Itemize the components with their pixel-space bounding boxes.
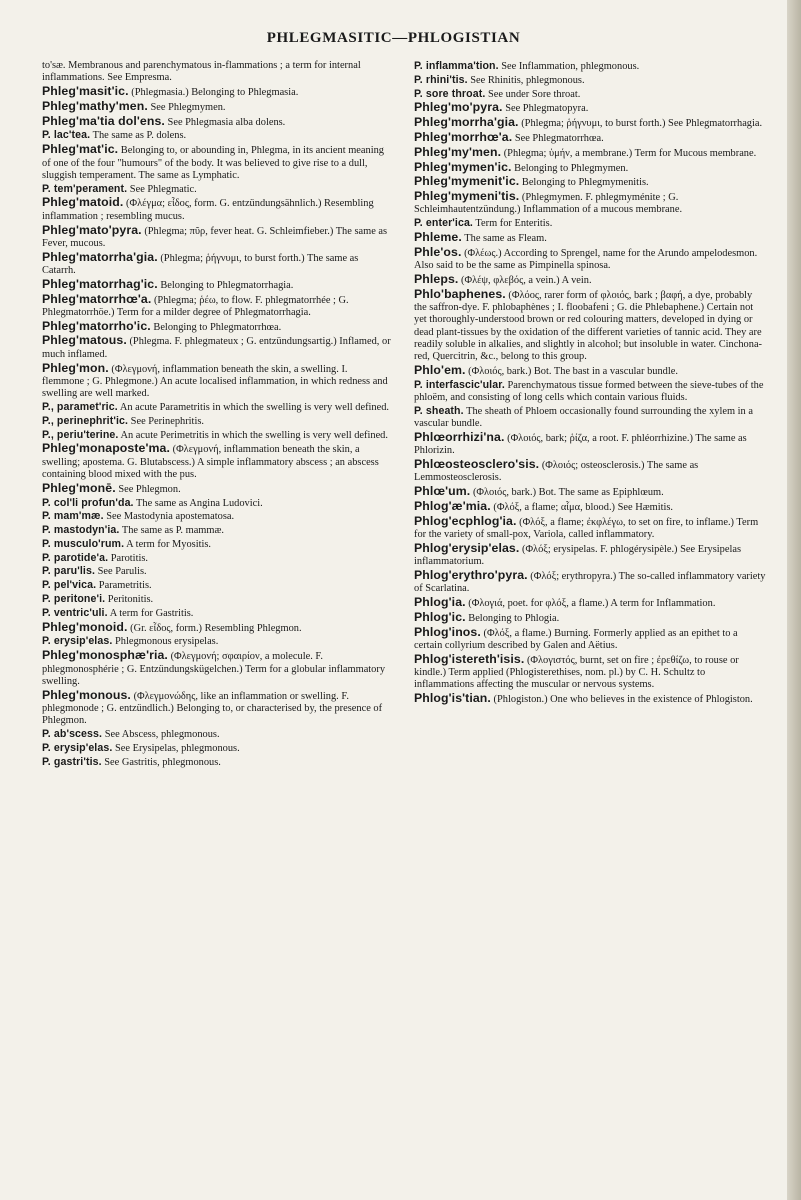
entry-definition: (Φλόξ; erysipelas. F. phlogérysipèle.) See Erysipelas inflammatorium. bbox=[414, 543, 741, 568]
entry-headword: Phleg'masit'ic. bbox=[42, 84, 129, 99]
entry-definition: Belonging to Phlegmymen. bbox=[514, 162, 629, 174]
entry-definition: (Phlegma; πῦρ, fever heat. G. Schleimfieber.) The same as Fever, mucous. bbox=[42, 225, 388, 249]
entry-headword: Phleg'monous. bbox=[42, 687, 131, 702]
entry-definition: See Erysipelas, phlegmonous. bbox=[115, 742, 240, 754]
entry-definition: See Abscess, phlegmonous. bbox=[104, 729, 220, 741]
entry-headword: Phleg'ma'tia dol'ens. bbox=[42, 113, 165, 128]
entry-headword: P. mastodyn'ia. bbox=[42, 524, 120, 537]
entry-headword: P., paramet'ric. bbox=[42, 400, 118, 413]
dictionary-entry bbox=[42, 320, 392, 334]
entry-headword: Phlog'erysip'elas. bbox=[414, 540, 520, 555]
dictionary-entry bbox=[414, 692, 766, 706]
entry-headword: Phlœ'um. bbox=[414, 484, 471, 499]
entry-headword: Phlog'istereth'isis. bbox=[414, 651, 525, 666]
dictionary-entry bbox=[42, 278, 392, 292]
entry-headword: Phleg'my'men. bbox=[414, 144, 502, 159]
entry-headword: P. sheath. bbox=[414, 404, 464, 417]
dictionary-entry bbox=[414, 626, 766, 653]
dictionary-entry bbox=[42, 129, 392, 142]
entry-definition: (Φλοιός, bark.) Bot. The same as Epiphlœum. bbox=[472, 487, 664, 499]
entry-definition: Term for Enteritis. bbox=[475, 218, 553, 230]
dictionary-entry bbox=[42, 649, 392, 688]
dictionary-entry bbox=[42, 579, 392, 592]
dictionary-entry bbox=[42, 251, 392, 278]
dictionary-entry bbox=[414, 288, 766, 364]
dictionary-entry bbox=[42, 756, 392, 769]
dictionary-entry bbox=[42, 293, 392, 320]
dictionary-entry bbox=[42, 689, 392, 728]
entry-definition: Parotitis. bbox=[110, 552, 148, 564]
entry-definition: (Φλογιά, poet. for φλόξ, a flame.) A term for Inflammation. bbox=[468, 598, 716, 610]
dictionary-entry bbox=[42, 115, 392, 129]
entry-definition: (Phlegmasia.) Belonging to Phlegmasia. bbox=[131, 87, 299, 99]
entry-definition: Parenchymatous tissue formed between the sieve-tubes of the phloëm, and consisting of long cells which contain various fluids. bbox=[414, 379, 764, 404]
entry-definition: The same as Fleam. bbox=[464, 233, 547, 245]
entry-definition: (Φλόξ; erythropyra.) The so-called inflammatory variety of Scarlatina. bbox=[414, 570, 766, 595]
entry-definition: A term for Gastritis. bbox=[109, 607, 194, 619]
entry-headword: P. tem'perament. bbox=[42, 182, 128, 195]
entry-definition: (Φλέψ, φλεβός, a vein.) A vein. bbox=[461, 274, 592, 286]
entry-definition: Belonging to Phlegmatorrhagia. bbox=[160, 279, 294, 291]
dictionary-entry bbox=[42, 565, 392, 578]
dictionary-entry bbox=[414, 175, 766, 189]
entry-headword: P. paru'lis. bbox=[42, 565, 95, 578]
entry-headword: P. erysip'elas. bbox=[42, 741, 113, 754]
entry-definition: (Φλογιστός, burnt, set on fire ; ἐρεθίζω, to rouse or kindle.) Term applied (Phlogisterethises, nom. pl.) by C. H. Schultz to inflammations affecting the muscular or nervous systems. bbox=[414, 654, 739, 691]
entry-headword: Phleg'matorrhœ'a. bbox=[42, 291, 152, 306]
entry-definition: Peritonitis. bbox=[107, 594, 154, 606]
dictionary-entry bbox=[42, 415, 392, 428]
entry-definition: (Φλεγμονή, inflammation beneath the skin, a swelling; apostema. G. Blutabscess.) A simple inflammatory abscess ; an abscess containing blood mixed with the pus. bbox=[42, 444, 379, 480]
entry-definition: See Phlegmatic. bbox=[129, 183, 197, 195]
entry-headword: P. erysip'elas. bbox=[42, 635, 113, 648]
entry-headword: P. gastri'tis. bbox=[42, 755, 102, 768]
entry-definition: (Φλεγμονή, inflammation beneath the skin, a swelling. I. flemmone ; G. Phlegmone.) An acute localised inflammation, in which redness and swelling are well marked. bbox=[42, 363, 388, 400]
entry-definition: See Parulis. bbox=[97, 566, 147, 578]
dictionary-entry bbox=[42, 100, 392, 114]
entry-definition: (Φλόξ, a flame; ἐκφλέγω, to set on fire, to inflame.) Term for the variety of small-pox, Variola, called inflammatory. bbox=[414, 516, 759, 541]
entry-headword: Phleg'mymenit'ic. bbox=[414, 174, 520, 189]
entry-definition: (Gr. εἶδος, form.) Resembling Phlegmon. bbox=[130, 622, 302, 634]
dictionary-entry bbox=[414, 161, 766, 175]
entry-definition: (Φλόξ, a flame; αἷμα, blood.) See Hæmitis. bbox=[493, 502, 674, 513]
entry-headword: Phleg'mon. bbox=[42, 360, 109, 375]
entry-definition: (Phlegma; ῥήγνυμι, to burst forth.) The same as Catarrh. bbox=[42, 252, 359, 276]
dictionary-entry bbox=[414, 88, 766, 101]
entry-headword: Phleg'morrha'gia. bbox=[414, 115, 519, 130]
dictionary-entry bbox=[414, 74, 766, 87]
entry-headword: Phleg'mo'pyra. bbox=[414, 100, 503, 115]
entry-headword: Phleg'matorrho'ic. bbox=[42, 318, 151, 333]
entry-definition: See Rhinitis, phlegmonous. bbox=[470, 74, 585, 86]
entry-headword: P. interfascic'ular. bbox=[414, 378, 505, 391]
dictionary-entry bbox=[414, 217, 766, 230]
entry-definition: An acute Parametritis in which the swelling is very well defined. bbox=[119, 401, 390, 413]
dictionary-entry bbox=[414, 364, 766, 378]
dictionary-entry bbox=[42, 621, 392, 635]
running-header: PHLEGMASITIC—PHLOGISTIAN bbox=[266, 30, 521, 46]
dictionary-entry bbox=[42, 143, 392, 182]
dictionary-entry bbox=[42, 524, 392, 537]
entry-definition: (Φλόος, rarer form of φλοιός, bark ; βαφή, a dye, probably the saffron-dye. F. phlobaphènes ; I. floobafeni ; G. die Phlebaphene.) Certain not yet thoroughly-understood brown or red colouring matters, developed in dying or dead plant-tissues by the oxidation of the different varieties of tannic acid. They are readily soluble in alkalies, and slightly in alcohol; but insoluble in water. Cinchona-red, Quercitrin, &c., belong to this group. bbox=[414, 289, 763, 363]
dictionary-entry bbox=[42, 538, 392, 551]
entry-definition: See Mastodynia apostematosa. bbox=[106, 511, 235, 523]
entry-headword: P. ab'scess. bbox=[42, 728, 103, 741]
entry-headword: Phleg'monaposte'ma. bbox=[42, 441, 171, 456]
left-column bbox=[42, 60, 392, 769]
dictionary-entry bbox=[414, 101, 766, 115]
dictionary-entry bbox=[414, 116, 766, 130]
dictionary-entry bbox=[42, 497, 392, 510]
dictionary-entry bbox=[42, 196, 392, 223]
entry-headword: Phleg'mathy'men. bbox=[42, 98, 148, 113]
dictionary-entry bbox=[42, 401, 392, 414]
entry-definition: Belonging to Phlogia. bbox=[468, 612, 560, 624]
entry-headword: Phlœorrhizi'na. bbox=[414, 430, 505, 445]
entry-headword: Phlog'ia. bbox=[414, 595, 466, 610]
dictionary-entry bbox=[414, 611, 766, 625]
entry-definition: See Perinephritis. bbox=[130, 415, 204, 427]
entry-definition: to'sæ. Membranous and parenchymatous in-flammations ; a term for internal inflammations. See Empresma. bbox=[42, 60, 361, 84]
entry-headword: Phlog'ic. bbox=[414, 609, 466, 624]
entry-definition: (Phlegma; ὑμήν, a membrane.) Term for Mucous membrane. bbox=[503, 147, 757, 159]
entry-headword: Phleg'monoid. bbox=[42, 619, 128, 634]
entry-headword: P. ventric'uli. bbox=[42, 606, 108, 619]
entry-definition: See Phlegmymen. bbox=[150, 101, 226, 113]
dictionary-entry bbox=[42, 607, 392, 620]
dictionary-entry bbox=[414, 405, 766, 431]
entry-headword: Phleg'matorrhag'ic. bbox=[42, 276, 158, 291]
entry-headword: P. peritone'i. bbox=[42, 593, 106, 606]
entry-headword: Phleg'mato'pyra. bbox=[42, 222, 142, 237]
entry-headword: P., periu'terine. bbox=[42, 428, 119, 441]
dictionary-entry bbox=[42, 429, 392, 442]
entry-definition: (Φλοιός; osteosclerosis.) The same as Lemmosteosclerosis. bbox=[414, 460, 699, 484]
entry-headword: P. pel'vica. bbox=[42, 579, 97, 592]
entry-definition: The same as P. dolens. bbox=[92, 130, 187, 142]
dictionary-entry bbox=[414, 146, 766, 160]
entry-definition: (Φλεγμονή; σφαιρίον, a molecule. F. phlegmonosphérie ; G. Entzündungskügelchen.) Term for a globular inflammatory swelling. bbox=[42, 651, 386, 687]
entry-definition: (Phlegmymen. F. phlegmyménite ; G. Schleimhautentzündung.) Inflammation of a mucous membrane. bbox=[414, 192, 683, 216]
entry-definition: A term for Myositis. bbox=[126, 538, 212, 550]
entry-headword: Phleg'matoid. bbox=[42, 195, 124, 210]
dictionary-entry bbox=[42, 442, 392, 481]
dictionary-entry bbox=[414, 60, 766, 73]
entry-definition: See Phlegmatorrhœa. bbox=[514, 132, 604, 144]
dictionary-entry bbox=[42, 183, 392, 196]
dictionary-entry bbox=[42, 334, 392, 361]
dictionary-entry bbox=[414, 485, 766, 499]
entry-headword: Phleg'mymeni'tis. bbox=[414, 189, 520, 204]
entry-definition: See Gastritis, phlegmonous. bbox=[104, 756, 221, 768]
entry-headword: Phleps. bbox=[414, 271, 459, 286]
right-column bbox=[414, 60, 766, 707]
entry-definition: Belonging to, or abounding in, Phlegma, in its ancient meaning of one of the four "humours" of the body. It was believed to give rise to a dull, sluggish temperament. The same as Lymphatic. bbox=[42, 145, 384, 181]
entry-definition: Parametritis. bbox=[98, 580, 152, 592]
dictionary-entry bbox=[42, 635, 392, 648]
dictionary-entry bbox=[414, 515, 766, 542]
dictionary-entry bbox=[414, 431, 766, 458]
entry-headword: P., perinephrit'ic. bbox=[42, 414, 129, 427]
entry-headword: P. parotide'a. bbox=[42, 551, 109, 564]
entry-headword: Phleg'matous. bbox=[42, 333, 127, 348]
dictionary-entry bbox=[42, 85, 392, 99]
entry-headword: Phleg'matorrha'gia. bbox=[42, 249, 158, 264]
dictionary-entry bbox=[42, 362, 392, 401]
entry-headword: Phleg'morrhœ'a. bbox=[414, 129, 513, 144]
dictionary-entry bbox=[42, 60, 392, 85]
entry-definition: (Φλοιός, bark; ῥίζα, a root. F. phléorrhizine.) The same as Phlorizin. bbox=[414, 433, 747, 457]
entry-definition: (Phlegma; ῥήγνυμι, to burst forth.) See Phlegmatorrhagia. bbox=[521, 118, 763, 130]
dictionary-entry bbox=[414, 653, 766, 692]
entry-headword: Phleg'mymen'ic. bbox=[414, 159, 512, 174]
entry-headword: P. inflamma'tion. bbox=[414, 60, 499, 72]
entry-headword: Phlo'baphenes. bbox=[414, 286, 506, 301]
entry-definition: The sheath of Phloem occasionally found surrounding the xylem in a vascular bundle. bbox=[414, 405, 753, 430]
entry-headword: Phlog'æ'mia. bbox=[414, 499, 491, 513]
entry-definition: Phlegmonous erysipelas. bbox=[115, 636, 219, 648]
entry-definition: (Φλοιός, bark.) Bot. The bast in a vascular bundle. bbox=[468, 366, 678, 378]
dictionary-entry bbox=[414, 542, 766, 569]
entry-headword: Phlo'em. bbox=[414, 363, 466, 378]
entry-headword: P. musculo'rum. bbox=[42, 537, 125, 550]
dictionary-entry bbox=[414, 246, 766, 273]
dictionary-entry bbox=[414, 131, 766, 145]
dictionary-entry bbox=[42, 552, 392, 565]
entry-headword: P. rhini'tis. bbox=[414, 73, 468, 86]
entry-definition: (Phlegma; ῥέω, to flow. F. phlegmatorrhée ; G. Phlegmatorrhöe.) Term for a milder degree of Phlegmatorrhagia. bbox=[42, 294, 349, 318]
dictionary-entry bbox=[42, 593, 392, 606]
entry-headword: Phleme. bbox=[414, 230, 462, 245]
entry-headword: Phlog'is'tian. bbox=[414, 691, 491, 706]
entry-headword: Phlog'inos. bbox=[414, 624, 481, 639]
entry-definition: (Phlogiston.) One who believes in the existence of Phlogiston. bbox=[493, 694, 753, 706]
entry-definition: Belonging to Phlegmatorrhœa. bbox=[153, 321, 282, 333]
dictionary-entry bbox=[414, 190, 766, 217]
entry-headword: Phleg'monosphæ'ria. bbox=[42, 648, 168, 663]
entry-definition: See Phlegmatopyra. bbox=[505, 103, 589, 115]
entry-headword: Phlœosteosclero'sis. bbox=[414, 457, 540, 472]
dictionary-entry bbox=[414, 596, 766, 610]
entry-definition: See Inflammation, phlegmonous. bbox=[501, 61, 640, 72]
dictionary-entry bbox=[414, 458, 766, 485]
entry-definition: See under Sore throat. bbox=[487, 88, 581, 100]
entry-definition: See Phlegmasia alba dolens. bbox=[167, 116, 286, 128]
page-edge bbox=[787, 0, 801, 1200]
entry-headword: P. lac'tea. bbox=[42, 129, 91, 142]
entry-definition: (Φλεγμονώδης, like an inflammation or swelling. F. phlegmonode ; G. entzündlich.) Belonging to, or characterised by, the presence of Phlegmon. bbox=[42, 690, 383, 727]
entry-definition: (Φλέγμα; εἶδος, form. G. entzündungsähnlich.) Resembling inflammation ; resembling mucus. bbox=[42, 198, 374, 222]
dictionary-entry bbox=[42, 510, 392, 523]
entry-headword: Phleg'mat'ic. bbox=[42, 142, 119, 157]
dictionary-entry bbox=[414, 379, 766, 405]
entry-definition: (Φλέως.) According to Sprengel, name for the Arundo ampelodesmon. Also said to be the same as Pimpinella spinosa. bbox=[414, 247, 758, 272]
entry-headword: P. sore throat. bbox=[414, 87, 486, 100]
entry-definition: See Phlegmon. bbox=[118, 483, 181, 495]
entry-definition: (Φλόξ, a flame.) Burning. Formerly applied as an epithet to a certain collyrium described by Galen and Aëtius. bbox=[414, 627, 738, 651]
entry-definition: Belonging to Phlegmymenitis. bbox=[521, 177, 649, 189]
entry-headword: P. enter'ica. bbox=[414, 217, 473, 230]
dictionary-entry bbox=[414, 273, 766, 287]
entry-definition: The same as Angina Ludovici. bbox=[136, 497, 263, 509]
entry-headword: P. col'li profun'da. bbox=[42, 496, 134, 509]
dictionary-entry bbox=[42, 728, 392, 741]
entry-definition: An acute Perimetritis in which the swelling is very well defined. bbox=[120, 429, 388, 441]
entry-headword: P. mam'mæ. bbox=[42, 510, 104, 523]
entry-definition: (Phlegma. F. phlegmateux ; G. entzündungsartig.) Inflamed, or much inflamed. bbox=[42, 336, 391, 360]
entry-headword: Phlog'erythro'pyra. bbox=[414, 567, 528, 582]
dictionary-entry bbox=[414, 500, 766, 514]
entry-definition: The same as P. mammæ. bbox=[121, 525, 225, 537]
entry-headword: Phle'os. bbox=[414, 244, 462, 259]
dictionary-entry bbox=[414, 231, 766, 245]
dictionary-entry bbox=[414, 569, 766, 596]
dictionary-entry bbox=[42, 742, 392, 755]
dictionary-entry bbox=[42, 482, 392, 496]
entry-headword: Phlog'ecphlog'ia. bbox=[414, 513, 517, 528]
entry-headword: Phleg'monē. bbox=[42, 480, 116, 495]
dictionary-entry bbox=[42, 224, 392, 251]
